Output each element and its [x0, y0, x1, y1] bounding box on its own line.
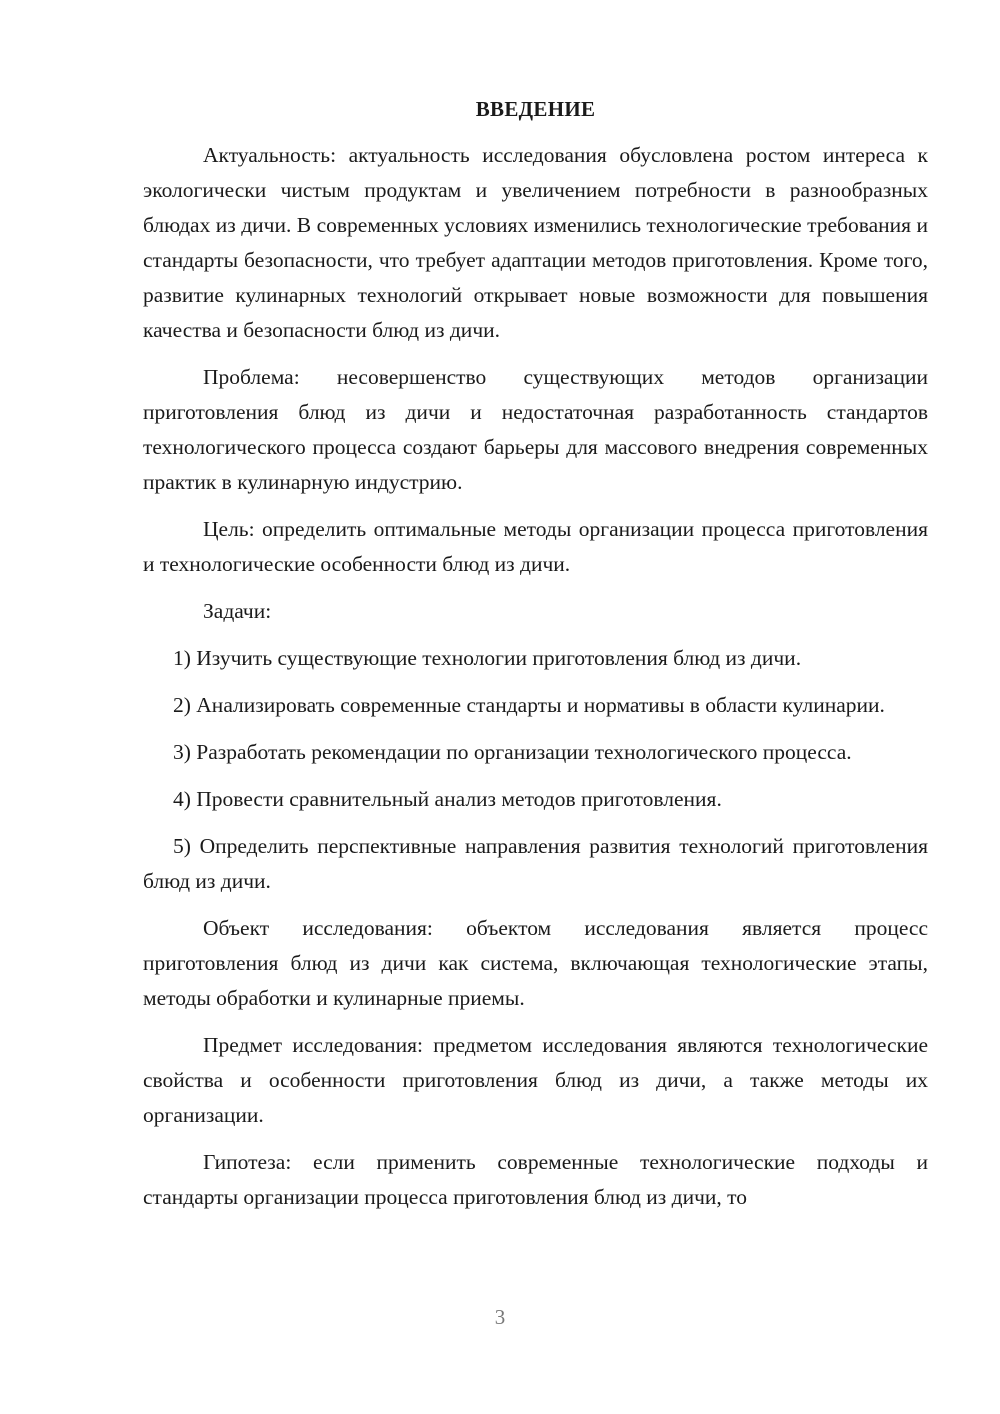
task-item: 3) Разработать рекомендации по организации технологического процесса.	[173, 740, 852, 764]
task-item: 1) Изучить существующие технологии приготовления блюд из дичи.	[173, 646, 802, 670]
paragraph-problem: Проблема: несовершенство существующих методов организации приготовления блюд из дичи и недостаточная разработанность стандартов технологического процесса создают барьеры для массового внедрения современных практик в кулинарную индустрию.	[143, 365, 928, 494]
page-content	[143, 92, 928, 1227]
task-item: 2) Анализировать современные стандарты и нормативы в области кулинарии.	[173, 693, 885, 717]
paragraph-object: Объект исследования: объектом исследования является процесс приготовления блюд из дичи как система, включающая технологические этапы, методы обработки и кулинарные приемы.	[143, 916, 928, 1010]
page-number: 3	[494, 1305, 506, 1329]
paragraph-relevance: Актуальность: актуальность исследования обусловлена ростом интереса к экологически чистым продуктам и увеличением потребности в разнообразных блюдах из дичи. В современных условиях изменились технологические требования и стандарты безопасности, что требует адаптации методов приготовления. Кроме того, развитие кулинарных технологий открывает новые возможности для повышения качества и безопасности блюд из дичи.	[143, 143, 928, 342]
paragraph-goal: Цель: определить оптимальные методы организации процесса приготовления и технологические особенности блюд из дичи.	[143, 517, 928, 576]
task-item: 5) Определить перспективные направления развития технологий приготовления блюд из дичи.	[143, 834, 928, 893]
paragraph-tasks-heading: Задачи:	[203, 599, 272, 623]
section-title: ВВЕДЕНИЕ	[475, 97, 596, 121]
paragraph-subject: Предмет исследования: предметом исследования являются технологические свойства и особенности приготовления блюд из дичи, а также методы их организации.	[143, 1033, 928, 1127]
paragraph-hypothesis: Гипотеза: если применить современные технологические подходы и стандарты организации процесса приготовления блюд из дичи, то	[143, 1150, 928, 1209]
task-item: 4) Провести сравнительный анализ методов приготовления.	[173, 787, 722, 811]
